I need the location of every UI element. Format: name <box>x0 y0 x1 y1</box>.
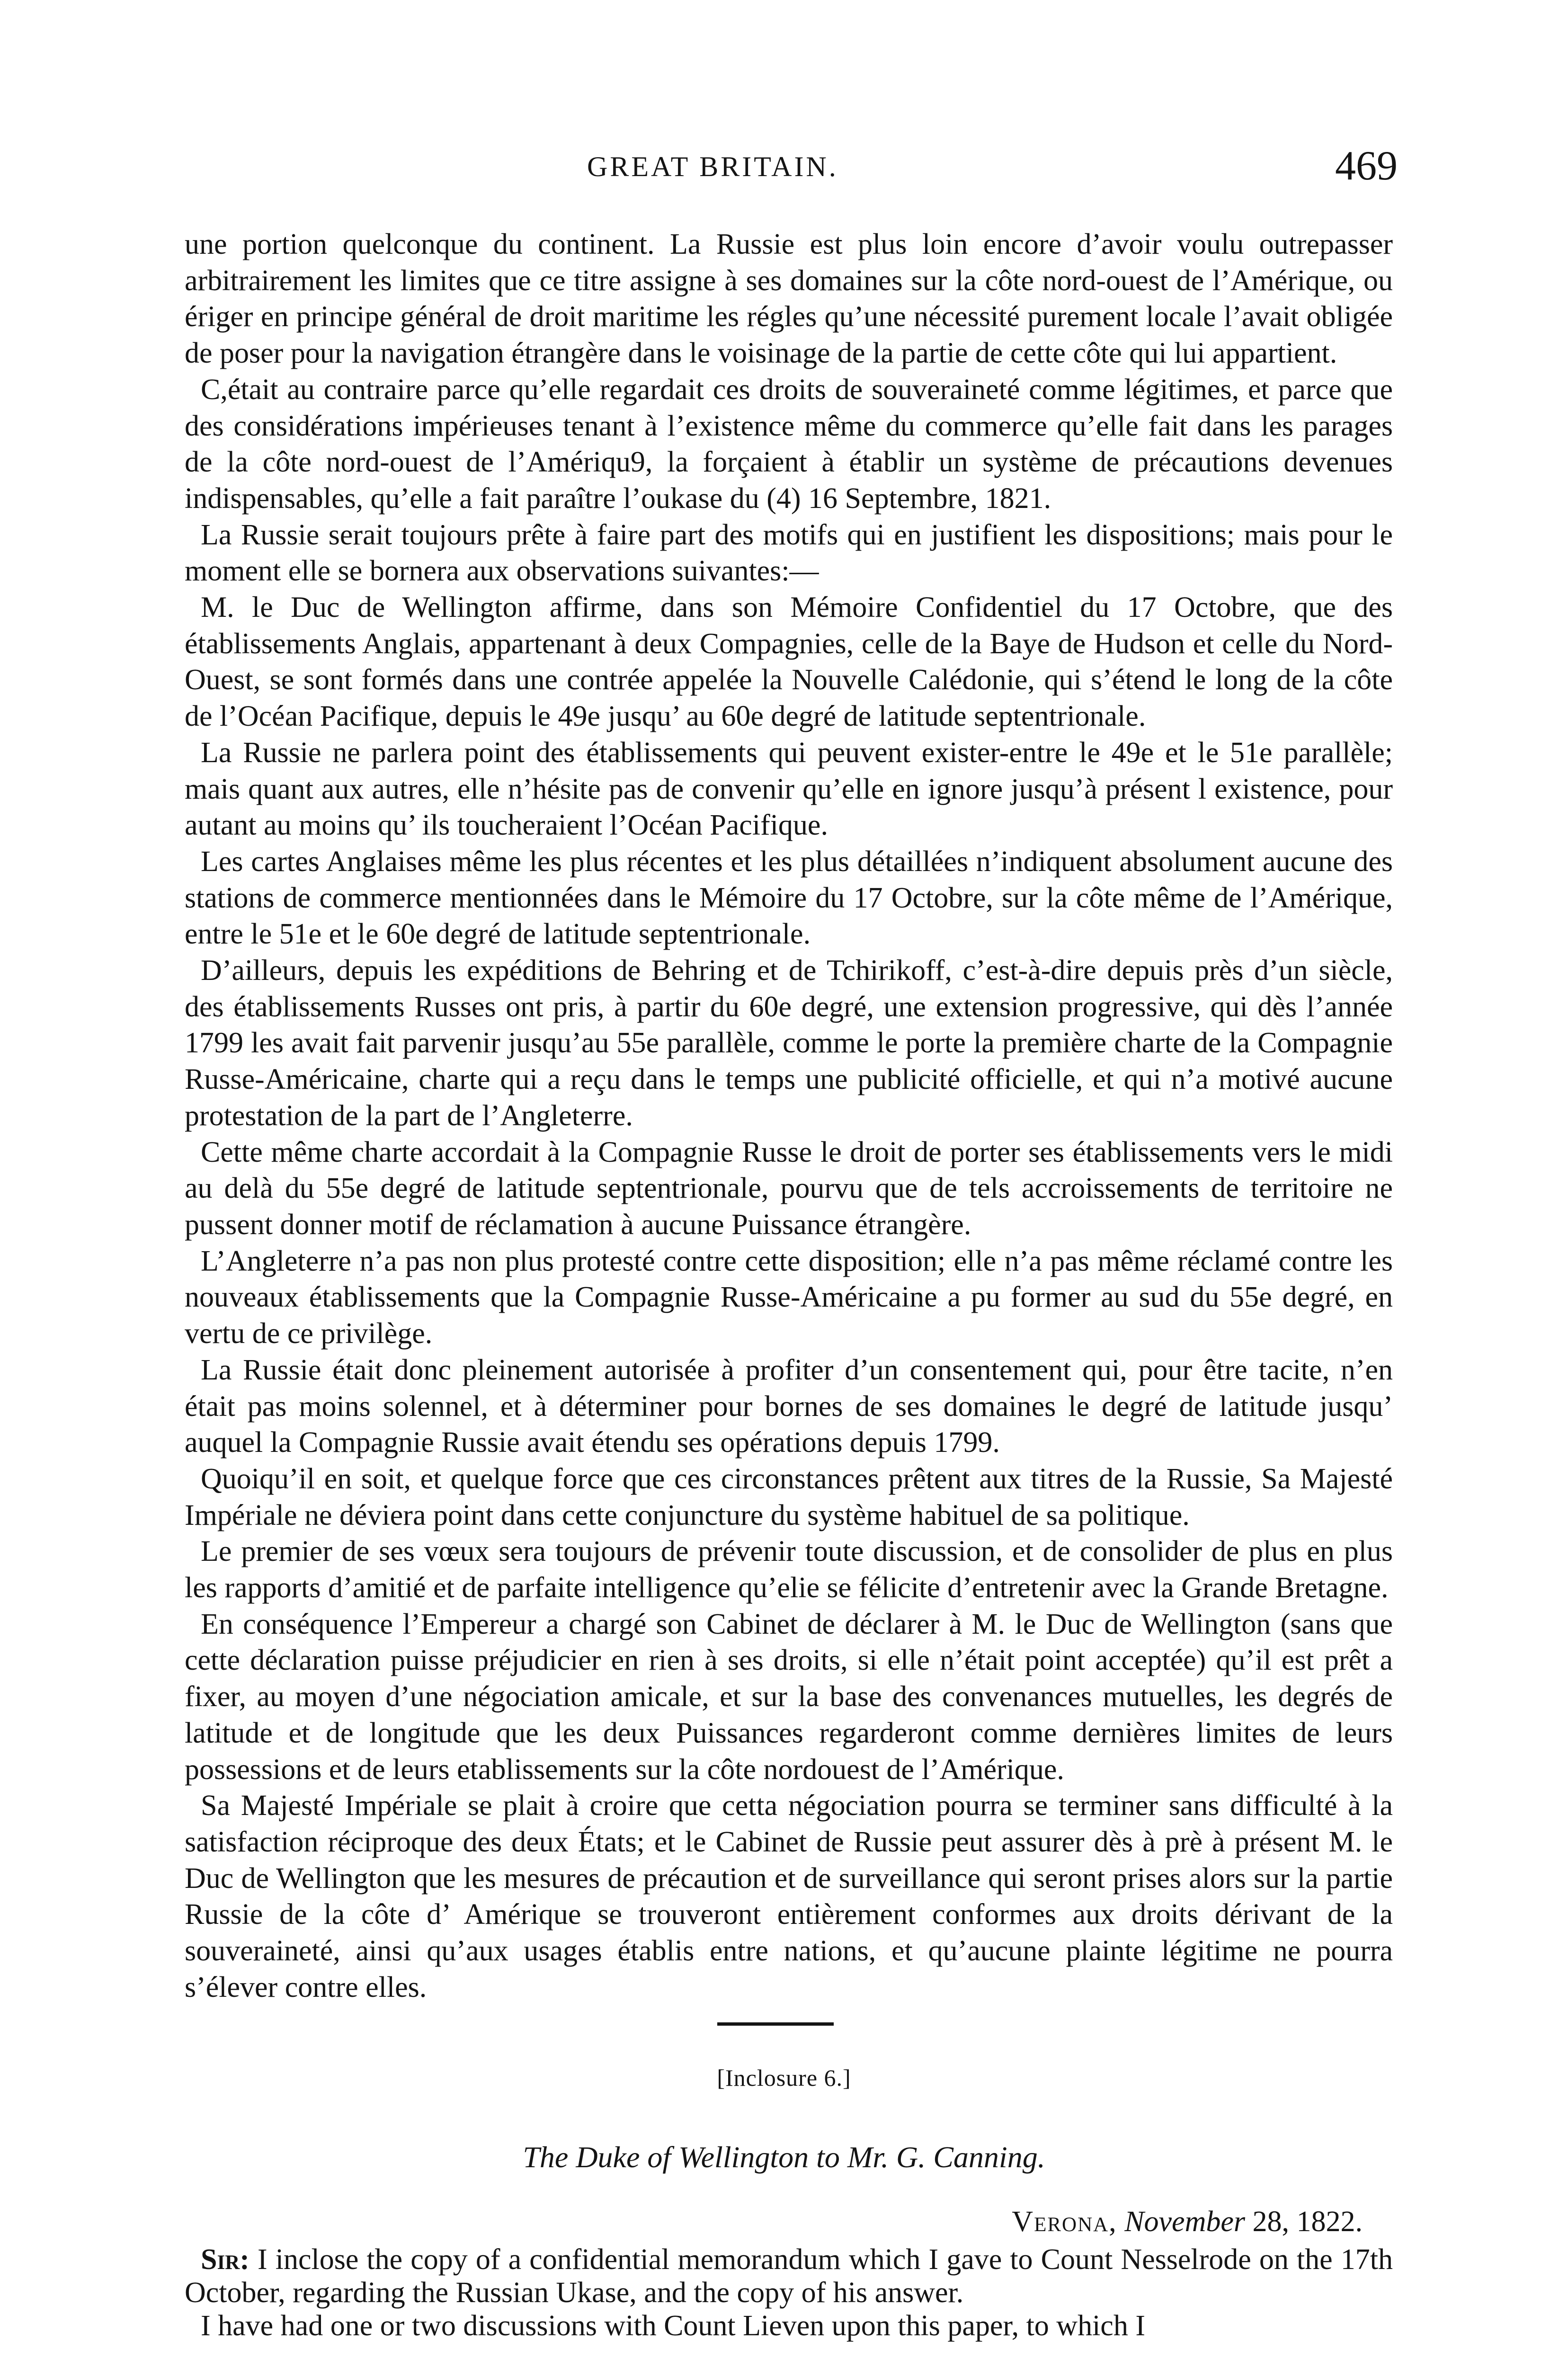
enclosure-heading: [Inclosure 6.] <box>717 2064 851 2091</box>
body-text <box>185 226 1393 2005</box>
paragraph-continuation: une portion quelconque du continent. La Russie est plus loin encore d’avoir voulu outrepasser arbitrairement les limites que ce titre assigne à ses domaines sur la côte nord-ouest de l’Amérique, ou ériger en principe général de droit maritime les régles qu’une nécessité purement locale l’avait obligée de poser pour la navigation étrangère dans le voisinage de la partie de cette côte qui lui appartient. <box>185 228 1393 370</box>
paragraph: D’ailleurs, depuis les expéditions de Behring et de Tchirikoff, c’est-à-dire depuis près d’un siècle, des établissements Russes ont pris, à partir du 60e degré, une extension progressive, qui dès l’année 1799 les avait fait parvenir jusqu’au 55e parallèle, comme le porte la première charte de la Compagnie Russe-Américaine, charte qui a reçu dans le temps une publicité officielle, et qui n’a motivé aucune protestation de la part de l’Angleterre. <box>185 954 1393 1132</box>
letter-paragraph-text: I inclose the copy of a confidential memorandum which I gave to Count Nesselrode on the 17th October, regarding the Russian Ukase, and the copy of his answer. <box>185 2243 1393 2309</box>
letter-body <box>185 2243 1393 2342</box>
running-title: GREAT BRITAIN. <box>587 151 838 182</box>
dateline-day-year: 28, 1822. <box>1252 2206 1363 2238</box>
paragraph: La Russie était donc pleinement autorisée à profiter d’un consentement qui, pour être tacite, n’en était pas moins solennel, et à déterminer pour bornes de ses domaines le degré de latitude jusqu’ auquel la Compagnie Russie avait étendu ses opérations depuis 1799. <box>185 1353 1393 1459</box>
paragraph: La Russie ne parlera point des établissements qui peuvent exister-entre le 49e et le 51e parallèle; mais quant aux autres, elle n’hésite pas de convenir qu’elle en ignore jusqu’à présent l existence, pour autant au moins qu’ ils toucheraient l’Océan Pacifique. <box>185 736 1393 842</box>
dateline <box>1012 2205 1363 2239</box>
running-header <box>0 142 1568 194</box>
letter-paragraph: I have had one or two discussions with Count Lieven upon this paper, to which I <box>201 2310 1145 2342</box>
letter-title: The Duke of Wellington to Mr. G. Canning. <box>523 2140 1045 2174</box>
paragraph: M. le Duc de Wellington affirme, dans son Mémoire Confidentiel du 17 Octobre, que des établissements Anglais, appartenant à deux Compagnies, celle de la Baye de Hudson et celle du Nord-Ouest, se sont formés dans une contrée appelée la Nouvelle Calédonie, qui s’étend le long de la côte de l’Océan Pacifique, depuis le 49e jusqu’ au 60e degré de latitude septentrionale. <box>185 591 1393 733</box>
paragraph: C,était au contraire parce qu’elle regardait ces droits de souveraineté comme légitimes, et parce que des considérations impérieuses tenant à l’existence même du commerce qu’elle fait dans les parages de la côte nord-ouest de l’Amériqu9, la forçaient à établir un système de précautions devenues indispensables, qu’elle a fait paraître l’oukase du (4) 16 Septembre, 1821. <box>185 373 1393 515</box>
letter-paragraph <box>185 2243 1393 2309</box>
paragraph: Cette même charte accordait à la Compagnie Russe le droit de porter ses établissements vers le midi au delà du 55e degré de latitude septentrionale, pourvu que de tels accroissements de territoire ne pussent donner motif de réclamation à aucune Puissance étrangère. <box>185 1136 1393 1241</box>
paragraph: Sa Majesté Impériale se plait à croire que cetta négociation pourra se terminer sans difficulté à la satisfaction réciproque des deux États; et le Cabinet de Russie peut assurer dès à prè à présent M. le Duc de Wellington que les mesures de précaution et de surveillance qui seront prises alors sur la partie Russie de la côte d’ Amérique se trouveront entièrement conformes aux droits dérivant de la souveraineté, ainsi qu’aux usages établis entre nations, et qu’aucune plainte légitime ne pourra s’élever contre elles. <box>185 1789 1393 2003</box>
dateline-place: Verona, <box>1012 2206 1117 2238</box>
page-number: 469 <box>1335 143 1398 189</box>
paragraph: L’Angleterre n’a pas non plus protesté contre cette disposition; elle n’a pas même réclamé contre les nouveaux établissements que la Compagnie Russe-Américaine a pu former au sud du 55e degré, en vertu de ce privilège. <box>185 1245 1393 1350</box>
paragraph: Le premier de ses vœux sera toujours de prévenir toute discussion, et de consolider de plus en plus les rapports d’amitié et de parfaite intelligence qu’elie se félicite d’entretenir avec la Grande Bretagne. <box>185 1535 1393 1604</box>
paragraph: La Russie serait toujours prête à faire part des motifs qui en justifient les dispositions; mais pour le moment elle se bornera aux observations suivantes:— <box>185 518 1393 587</box>
paragraph: En conséquence l’Empereur a chargé son Cabinet de déclarer à M. le Duc de Wellington (sans que cette déclaration puisse préjudicier en rien à ses droits, si elle n’était point acceptée) qu’il est prêt a fixer, au moyen d’une négociation amicale, et sur la base des convenances mutuelles, les degrés de latitude et de longitude que les deux Puissances regarderont comme dernières limites de leurs possessions et de leurs etablissements sur la côte nordouest de l’Amérique. <box>185 1608 1393 1786</box>
section-divider <box>717 2022 834 2026</box>
paragraph: Les cartes Anglaises même les plus récentes et les plus détaillées n’indiquent absolument aucune des stations de commerce mentionnées dans le Mémoire du 17 Octobre, sur la côte même de l’Amérique, entre le 51e et le 60e degré de latitude septentrionale. <box>185 845 1393 951</box>
salutation: Sir: <box>201 2243 249 2276</box>
paragraph: Quoiqu’il en soit, et quelque force que ces circonstances prêtent aux titres de la Russie, Sa Majesté Impériale ne déviera point dans cette conjuncture du système habituel de sa politique. <box>185 1462 1393 1531</box>
dateline-month: November <box>1124 2206 1245 2238</box>
